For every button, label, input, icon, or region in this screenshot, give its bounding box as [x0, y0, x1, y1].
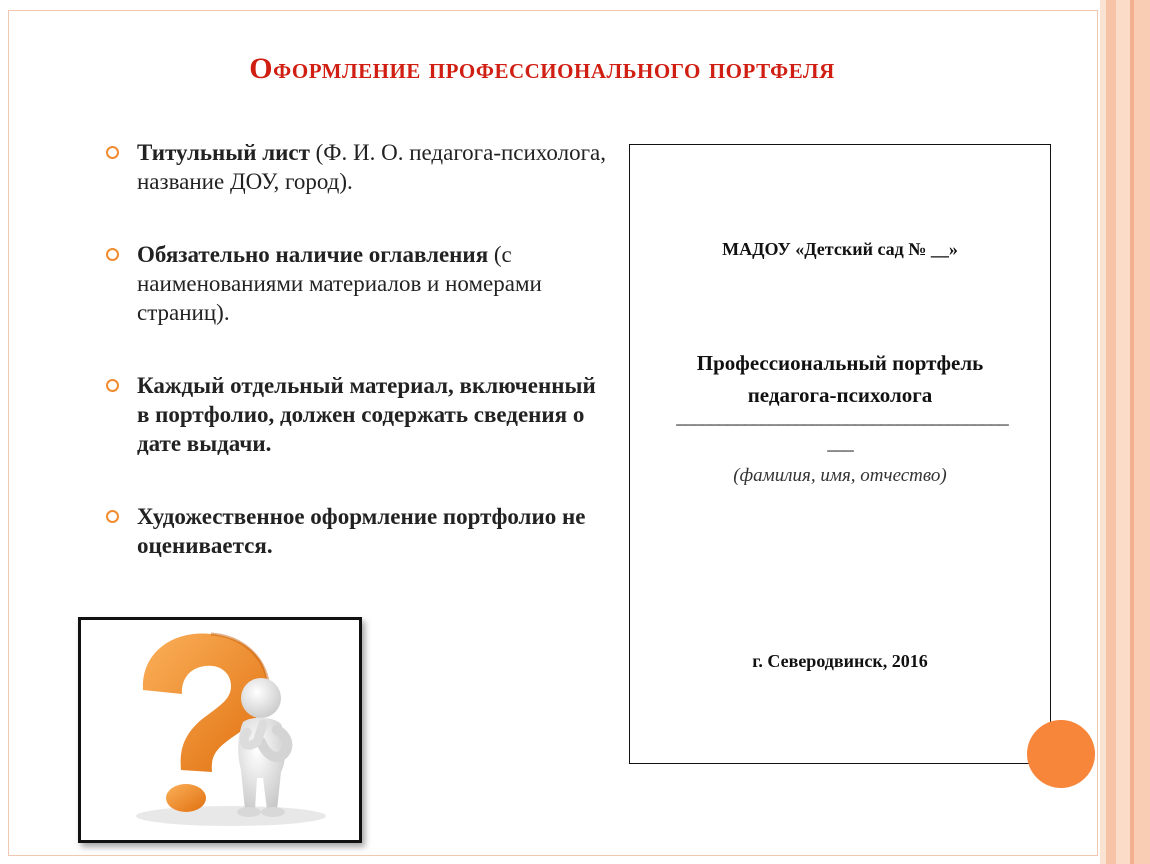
bullet-bold-text: Каждый отдельный материал, включенный в портфолио, должен содержать сведения о дате выдачи.: [137, 373, 596, 456]
decorative-stripe: [1134, 0, 1150, 864]
decorative-stripe: [1116, 0, 1130, 864]
bullet-icon: [106, 510, 119, 523]
portfolio-heading-line: педагога-психолога: [747, 383, 933, 407]
city-year: г. Северодвинск, 2016: [752, 651, 928, 671]
decorative-stripe: [1106, 0, 1116, 864]
bullet-text: (с наименованиями материалов и номерами страниц).: [137, 242, 542, 325]
bullet-list: [103, 138, 613, 560]
bullet-icon: [106, 379, 119, 392]
name-blank-line: _______________________________________: [676, 407, 1008, 428]
organization-name: МАДОУ «Детский сад № __»: [722, 239, 958, 259]
person-with-question-mark-icon: [81, 620, 359, 840]
bullet-icon: [106, 146, 119, 159]
bullet-bold-text: Художественное оформление портфолио не оценивается.: [137, 504, 586, 558]
bullet-icon: [106, 248, 119, 261]
title-page-sample: [629, 144, 1051, 764]
name-blank-line: ___: [827, 433, 853, 454]
bullet-item: [103, 371, 613, 458]
bullet-bold-text: Обязательно наличие оглавления: [137, 242, 489, 267]
bullet-item: [103, 240, 613, 327]
bullet-item: [103, 138, 613, 196]
decorative-circle: [1027, 720, 1095, 788]
bullet-item: [103, 502, 613, 560]
slide-title: Оформление профессионального портфеля: [249, 52, 835, 85]
fio-hint: (фамилия, имя, отчество): [733, 465, 947, 486]
question-image-frame: [78, 617, 362, 843]
portfolio-heading-line: Профессиональный портфель: [696, 351, 984, 375]
portfolio-heading: [630, 347, 1050, 411]
bullet-bold-text: Титульный лист: [137, 140, 310, 165]
bullet-text: (Ф. И. О. педагога-психолога, название ДОУ, город).: [137, 140, 606, 194]
